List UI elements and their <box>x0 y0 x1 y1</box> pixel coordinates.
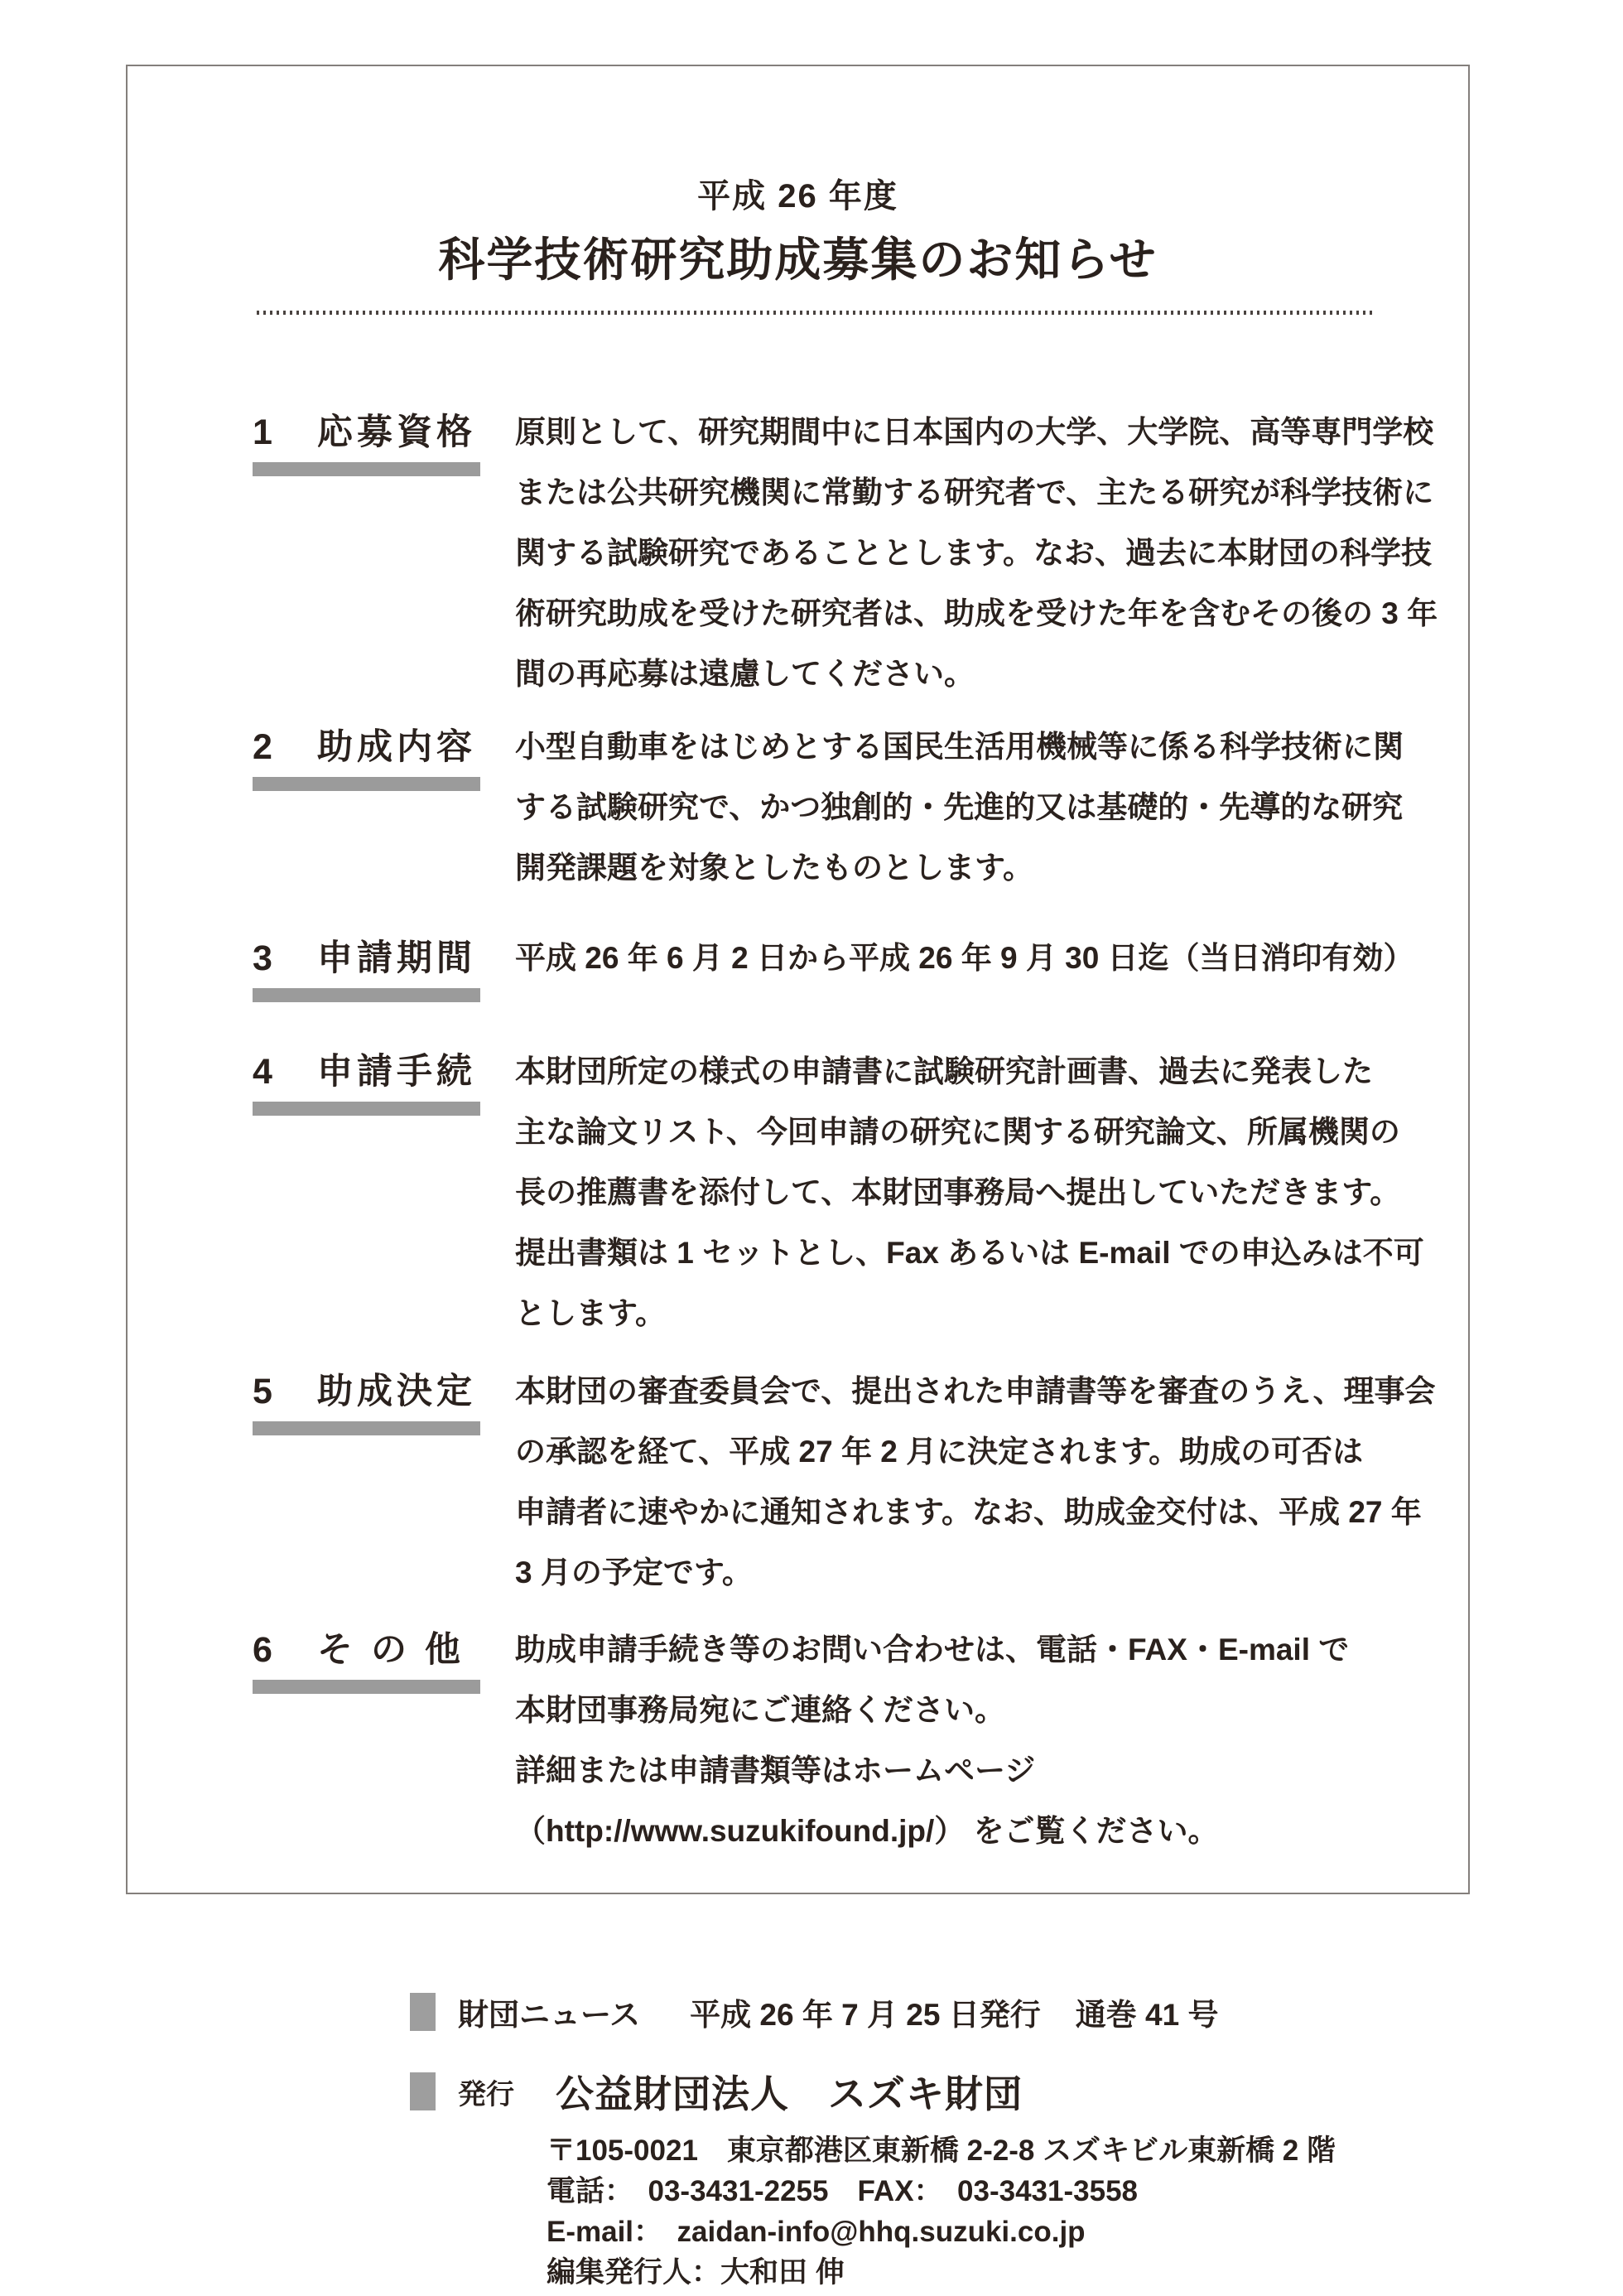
section-grant-decision <box>128 1361 1468 1603</box>
section-grant-content <box>128 716 1468 898</box>
section-text-line: 3 月の予定です。 <box>515 1556 753 1589</box>
section-text-line: 術研究助成を受けた研究者は、助成を受けた年を含むその後の 3 年 <box>515 596 1438 630</box>
postal-address: 〒105-0021 東京都港区東新橋 2-2-8 スズキビル東新橋 2 階 <box>547 2134 1336 2167</box>
issue-date: 平成 26 年 7 月 25 日発行 <box>690 1998 1041 2032</box>
section-heading <box>253 928 515 1002</box>
bullet-square-icon <box>410 1993 436 2031</box>
email-line: E-mail： zaidan-info@hhq.suzuki.co.jp <box>547 2216 1086 2248</box>
volume-number: 通巻 41 号 <box>1075 1998 1219 2032</box>
section-text-line: または公共研究機関に常勤する研究者で、主たる研究が科学技術に <box>515 475 1434 509</box>
publisher-label: 発行 <box>458 2078 514 2110</box>
section-text-line: する試験研究で、かつ独創的・先進的又は基礎的・先導的な研究 <box>515 790 1404 824</box>
section-text-line: 関する試験研究であることとします。なお、過去に本財団の科学技 <box>515 536 1433 570</box>
section-text-line: 詳細または申請書類等はホームページ <box>515 1753 1036 1787</box>
fiscal-year-heading: 平成 26 年度 <box>697 178 898 215</box>
section-body <box>515 1041 1424 1343</box>
section-application-period <box>128 928 1468 1002</box>
section-label: 助成決定 <box>317 1372 476 1411</box>
section-underline-bar <box>253 1421 480 1435</box>
section-body <box>515 716 1404 898</box>
section-text-line: 本財団事務局宛にご連絡ください。 <box>515 1693 1005 1727</box>
section-body <box>515 402 1438 704</box>
section-text-line: 原則として、研究期間中に日本国内の大学、大学院、高等専門学校 <box>515 415 1434 449</box>
phone-fax-line: 電話： 03-3431-2255 FAX： 03-3431-3558 <box>547 2175 1138 2207</box>
section-heading <box>253 402 515 476</box>
section-text-line: （http://www.suzukifound.jp/） をご覧ください。 <box>515 1814 1219 1848</box>
section-number: 2 <box>253 727 272 767</box>
section-number: 5 <box>253 1372 272 1411</box>
editor-line: 編集発行人：大和田 伸 <box>547 2256 845 2289</box>
section-number: 1 <box>253 412 272 452</box>
section-text-line: 本財団所定の様式の申請書に試験研究計画書、過去に発表した <box>515 1054 1373 1088</box>
section-text-line: 主な論文リスト、今回申請の研究に関する研究論文、所属機関の <box>515 1115 1400 1149</box>
section-text-line: 開発課題を対象としたものとします。 <box>515 851 1034 885</box>
section-label: 助成内容 <box>317 727 476 767</box>
section-number: 6 <box>253 1630 272 1670</box>
section-others <box>128 1619 1468 1861</box>
dotted-divider <box>257 311 1375 315</box>
section-number: 4 <box>253 1052 272 1092</box>
section-application-procedure <box>128 1041 1468 1343</box>
section-text-line: 提出書類は 1 セットとし、Fax あるいは E-mail での申込みは不可 <box>515 1236 1424 1270</box>
section-list <box>128 402 1468 1861</box>
publisher-name: 公益財団法人 スズキ財団 <box>556 2072 1023 2115</box>
section-text-line: 本財団の審査委員会で、提出された申請書等を審査のうえ、理事会 <box>515 1374 1436 1408</box>
bullet-square-icon <box>410 2072 436 2110</box>
section-underline-bar <box>253 462 480 476</box>
section-text-line: 間の再応募は遠慮してください。 <box>515 657 975 691</box>
section-label: そ の 他 <box>317 1630 465 1670</box>
section-underline-bar <box>253 1102 480 1116</box>
section-text-line: 小型自動車をはじめとする国民生活用機械等に係る科学技術に関 <box>515 730 1404 764</box>
section-text-line: とします。 <box>515 1296 667 1330</box>
section-text-line: 申請者に速やかに通知されます。なお、助成金交付は、平成 27 年 <box>515 1495 1422 1529</box>
section-text-line: 助成申請手続き等のお問い合わせは、電話・FAX・E-mail で <box>515 1633 1350 1667</box>
section-text-line: の承認を経て、平成 27 年 2 月に決定されます。助成の可否は <box>515 1435 1364 1469</box>
section-heading <box>253 1361 515 1435</box>
section-heading <box>253 716 515 791</box>
section-body <box>515 1619 1380 1861</box>
section-underline-bar <box>253 1680 480 1694</box>
document-title: 科学技術研究助成募集のお知らせ <box>438 234 1158 286</box>
newsletter-name: 財団ニュース <box>458 1998 641 2032</box>
section-underline-bar <box>253 777 480 791</box>
section-label: 応募資格 <box>317 412 476 452</box>
section-heading <box>253 1619 515 1694</box>
section-eligibility <box>128 402 1468 704</box>
section-heading <box>253 1041 515 1116</box>
content-frame <box>126 65 1470 1894</box>
section-body <box>515 928 1414 988</box>
publisher-contact-block <box>547 2130 1470 2293</box>
publisher-row <box>410 2064 1470 2119</box>
section-number: 3 <box>253 938 272 978</box>
section-underline-bar <box>253 988 480 1002</box>
section-body <box>515 1361 1436 1603</box>
section-text-line: 平成 26 年 6 月 2 日から平成 26 年 9 月 30 日迄（当日消印有効） <box>515 941 1414 975</box>
section-label: 申請手続 <box>317 1052 476 1092</box>
section-label: 申請期間 <box>317 938 476 978</box>
section-text-line: 長の推薦書を添付して、本財団事務局へ提出していただきます。 <box>515 1175 1401 1209</box>
publication-info-row <box>410 1990 1470 2034</box>
publication-footer <box>410 1990 1470 2293</box>
